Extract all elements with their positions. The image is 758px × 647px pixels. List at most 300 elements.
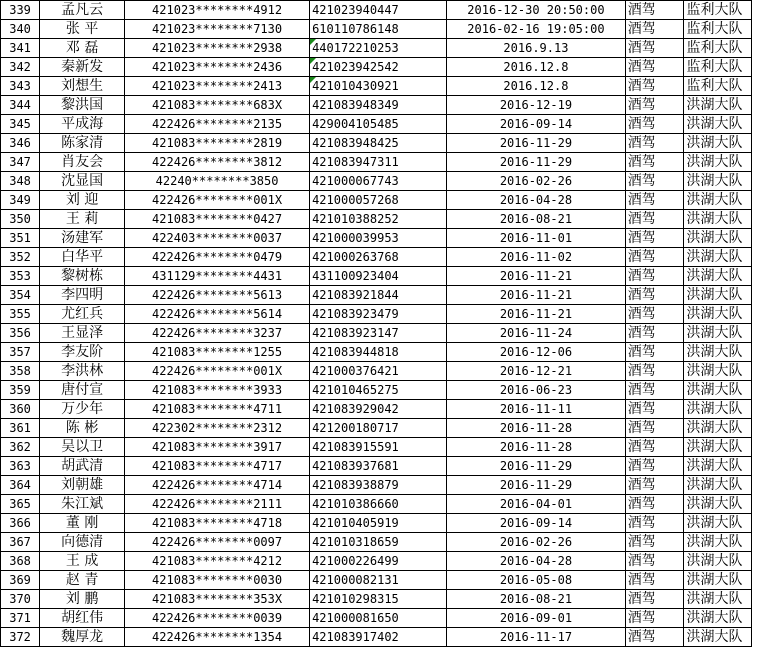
id-number-cell[interactable] [125, 362, 310, 381]
id-number-cell[interactable] [125, 324, 310, 343]
team-cell[interactable] [684, 590, 752, 609]
team-cell[interactable] [684, 248, 752, 267]
team-cell[interactable] [684, 628, 752, 647]
team-cell[interactable] [684, 457, 752, 476]
date-cell-text: 2016-08-21 [499, 212, 573, 226]
violation-type-cell[interactable] [625, 533, 684, 552]
name-cell[interactable] [40, 495, 125, 514]
id-number-cell[interactable] [125, 609, 310, 628]
name-cell-text: 唐付宣 [61, 382, 104, 398]
violation-type-cell[interactable] [625, 172, 684, 191]
date-cell[interactable] [447, 267, 625, 286]
violation-type-cell-text: 酒驾 [627, 40, 656, 56]
row-number-cell[interactable] [1, 210, 40, 229]
license-number-cell[interactable] [310, 210, 447, 229]
license-number-cell-text: 421010318659 [312, 535, 399, 549]
violation-type-cell-text: 酒驾 [627, 154, 656, 170]
row-number-cell[interactable] [1, 628, 40, 647]
name-cell-text: 黎洪国 [61, 97, 104, 113]
row-number-cell-text: 358 [9, 364, 31, 378]
name-cell[interactable] [40, 571, 125, 590]
violation-type-cell[interactable] [625, 77, 684, 96]
violation-type-cell[interactable] [625, 286, 684, 305]
team-cell[interactable] [684, 552, 752, 571]
license-number-cell[interactable] [310, 248, 447, 267]
team-cell[interactable] [684, 153, 752, 172]
license-number-cell-text: 421083921844 [312, 288, 399, 302]
team-cell[interactable] [684, 1, 752, 20]
id-number-cell[interactable] [125, 153, 310, 172]
team-cell[interactable] [684, 267, 752, 286]
row-number-cell[interactable] [1, 153, 40, 172]
row-number-cell[interactable] [1, 58, 40, 77]
violation-type-cell[interactable] [625, 229, 684, 248]
license-number-cell[interactable] [310, 77, 447, 96]
date-cell[interactable] [447, 552, 625, 571]
date-cell[interactable] [447, 229, 625, 248]
team-cell[interactable] [684, 172, 752, 191]
row-number-cell[interactable] [1, 248, 40, 267]
id-number-cell-text: 421023********7130 [152, 22, 283, 36]
license-number-cell[interactable] [310, 533, 447, 552]
license-number-cell-text: 421000081650 [312, 611, 399, 625]
violation-type-cell[interactable] [625, 381, 684, 400]
row-number-cell[interactable] [1, 267, 40, 286]
id-number-cell-text: 421083********4711 [152, 402, 283, 416]
id-number-cell[interactable] [125, 571, 310, 590]
name-cell[interactable] [40, 134, 125, 153]
team-cell[interactable] [684, 400, 752, 419]
date-cell[interactable] [447, 362, 625, 381]
license-number-cell[interactable] [310, 457, 447, 476]
name-cell-text: 李洪林 [61, 363, 104, 379]
date-cell[interactable] [447, 134, 625, 153]
team-cell[interactable] [684, 229, 752, 248]
team-cell[interactable] [684, 39, 752, 58]
row-number-cell[interactable] [1, 590, 40, 609]
id-number-cell[interactable] [125, 495, 310, 514]
violation-type-cell[interactable] [625, 115, 684, 134]
license-number-cell[interactable] [310, 419, 447, 438]
license-number-cell[interactable] [310, 590, 447, 609]
license-number-cell-text: 421083915591 [312, 440, 399, 454]
license-number-cell[interactable] [310, 267, 447, 286]
violation-type-cell[interactable] [625, 571, 684, 590]
violation-type-cell[interactable] [625, 210, 684, 229]
row-number-cell[interactable] [1, 305, 40, 324]
violation-type-cell-text: 酒驾 [627, 382, 656, 398]
id-number-cell[interactable] [125, 96, 310, 115]
name-cell[interactable] [40, 514, 125, 533]
id-number-cell[interactable] [125, 115, 310, 134]
team-cell[interactable] [684, 115, 752, 134]
team-cell[interactable] [684, 419, 752, 438]
id-number-cell[interactable] [125, 476, 310, 495]
violation-type-cell-text: 酒驾 [627, 515, 656, 531]
id-number-cell[interactable] [125, 381, 310, 400]
date-cell[interactable] [447, 419, 625, 438]
name-cell[interactable] [40, 267, 125, 286]
name-cell[interactable] [40, 362, 125, 381]
violation-type-cell[interactable] [625, 552, 684, 571]
row-number-cell[interactable] [1, 343, 40, 362]
license-number-cell-text: 421023940447 [312, 3, 399, 17]
team-cell-text: 监利大队 [686, 40, 743, 56]
name-cell[interactable] [40, 609, 125, 628]
license-number-cell[interactable] [310, 571, 447, 590]
team-cell[interactable] [684, 58, 752, 77]
license-number-cell[interactable] [310, 39, 447, 58]
row-number-cell[interactable] [1, 571, 40, 590]
license-number-cell[interactable] [310, 362, 447, 381]
license-number-cell[interactable] [310, 400, 447, 419]
license-number-cell[interactable] [310, 476, 447, 495]
table-row [1, 552, 752, 571]
row-number-cell[interactable] [1, 495, 40, 514]
date-cell[interactable] [447, 1, 625, 20]
row-number-cell[interactable] [1, 533, 40, 552]
date-cell[interactable] [447, 305, 625, 324]
id-number-cell[interactable] [125, 20, 310, 39]
name-cell[interactable] [40, 381, 125, 400]
id-number-cell[interactable] [125, 533, 310, 552]
date-cell-text: 2016-12-21 [499, 364, 573, 378]
row-number-cell-text: 343 [9, 79, 31, 93]
row-number-cell-text: 357 [9, 345, 31, 359]
team-cell[interactable] [684, 305, 752, 324]
violation-type-cell[interactable] [625, 495, 684, 514]
row-number-cell[interactable] [1, 476, 40, 495]
id-number-cell[interactable] [125, 419, 310, 438]
id-number-cell[interactable] [125, 210, 310, 229]
name-cell[interactable] [40, 476, 125, 495]
name-cell[interactable] [40, 324, 125, 343]
date-cell[interactable] [447, 324, 625, 343]
row-number-cell[interactable] [1, 324, 40, 343]
name-cell[interactable] [40, 400, 125, 419]
violation-type-cell-text: 酒驾 [627, 534, 656, 550]
date-cell[interactable] [447, 457, 625, 476]
name-cell[interactable] [40, 20, 125, 39]
id-number-cell[interactable] [125, 1, 310, 20]
team-cell[interactable] [684, 533, 752, 552]
name-cell-text: 刘 迎 [65, 192, 99, 208]
license-number-cell[interactable] [310, 58, 447, 77]
violation-type-cell-text: 酒驾 [627, 135, 656, 151]
violation-type-cell[interactable] [625, 153, 684, 172]
date-cell[interactable] [447, 286, 625, 305]
name-cell[interactable] [40, 305, 125, 324]
name-cell-text: 肖友会 [61, 154, 104, 170]
license-number-cell[interactable] [310, 115, 447, 134]
team-cell[interactable] [684, 438, 752, 457]
license-number-cell-text: 421083917402 [312, 630, 399, 644]
team-cell[interactable] [684, 210, 752, 229]
id-number-cell[interactable] [125, 400, 310, 419]
id-number-cell[interactable] [125, 457, 310, 476]
date-cell[interactable] [447, 77, 625, 96]
name-cell[interactable] [40, 457, 125, 476]
name-cell[interactable] [40, 172, 125, 191]
row-number-cell-text: 354 [9, 288, 31, 302]
id-number-cell[interactable] [125, 191, 310, 210]
license-number-cell[interactable] [310, 286, 447, 305]
row-number-cell[interactable] [1, 381, 40, 400]
date-cell[interactable] [447, 514, 625, 533]
row-number-cell[interactable] [1, 400, 40, 419]
row-number-cell[interactable] [1, 609, 40, 628]
date-cell-text: 2016-12-19 [499, 98, 573, 112]
violation-type-cell[interactable] [625, 267, 684, 286]
id-number-cell[interactable] [125, 229, 310, 248]
violation-type-cell[interactable] [625, 39, 684, 58]
name-cell[interactable] [40, 153, 125, 172]
date-cell[interactable] [447, 533, 625, 552]
team-cell[interactable] [684, 609, 752, 628]
team-cell-text: 洪湖大队 [686, 591, 743, 607]
name-cell[interactable] [40, 590, 125, 609]
name-cell[interactable] [40, 210, 125, 229]
license-number-cell[interactable] [310, 609, 447, 628]
row-number-cell[interactable] [1, 77, 40, 96]
license-number-cell[interactable] [310, 438, 447, 457]
row-number-cell[interactable] [1, 457, 40, 476]
team-cell[interactable] [684, 514, 752, 533]
date-cell-text: 2016-12-06 [499, 345, 573, 359]
row-number-cell[interactable] [1, 362, 40, 381]
license-number-cell[interactable] [310, 552, 447, 571]
license-number-cell[interactable] [310, 20, 447, 39]
license-number-cell-text: 421083923479 [312, 307, 399, 321]
row-number-cell[interactable] [1, 514, 40, 533]
team-cell[interactable] [684, 495, 752, 514]
violation-type-cell[interactable] [625, 457, 684, 476]
row-number-cell[interactable] [1, 286, 40, 305]
row-number-cell[interactable] [1, 20, 40, 39]
id-number-cell[interactable] [125, 286, 310, 305]
row-number-cell[interactable] [1, 1, 40, 20]
id-number-cell[interactable] [125, 248, 310, 267]
license-number-cell[interactable] [310, 1, 447, 20]
license-number-cell[interactable] [310, 628, 447, 647]
violation-type-cell[interactable] [625, 305, 684, 324]
violation-type-cell[interactable] [625, 343, 684, 362]
name-cell-text: 王 成 [65, 553, 99, 569]
name-cell[interactable] [40, 248, 125, 267]
license-number-cell[interactable] [310, 324, 447, 343]
id-number-cell[interactable] [125, 58, 310, 77]
license-number-cell[interactable] [310, 514, 447, 533]
violation-type-cell[interactable] [625, 609, 684, 628]
row-number-cell[interactable] [1, 229, 40, 248]
violation-type-cell[interactable] [625, 438, 684, 457]
name-cell[interactable] [40, 191, 125, 210]
name-cell-text: 邓 磊 [65, 40, 99, 56]
row-number-cell-text: 364 [9, 478, 31, 492]
id-number-cell[interactable] [125, 343, 310, 362]
violation-type-cell[interactable] [625, 58, 684, 77]
license-number-cell[interactable] [310, 343, 447, 362]
violation-type-cell[interactable] [625, 476, 684, 495]
row-number-cell[interactable] [1, 96, 40, 115]
team-cell[interactable] [684, 20, 752, 39]
date-cell-text: 2016-11-29 [499, 478, 573, 492]
name-cell-text: 向德清 [61, 534, 104, 550]
license-number-cell[interactable] [310, 495, 447, 514]
name-cell[interactable] [40, 229, 125, 248]
violation-type-cell[interactable] [625, 590, 684, 609]
row-number-cell[interactable] [1, 134, 40, 153]
id-number-cell-text: 421023********2413 [152, 79, 283, 93]
violation-type-cell-text: 酒驾 [627, 173, 656, 189]
name-cell[interactable] [40, 1, 125, 20]
id-number-cell[interactable] [125, 514, 310, 533]
date-cell[interactable] [447, 628, 625, 647]
license-number-cell[interactable] [310, 191, 447, 210]
team-cell[interactable] [684, 476, 752, 495]
license-number-cell-text: 421010388252 [312, 212, 399, 226]
violation-type-cell[interactable] [625, 419, 684, 438]
id-number-cell[interactable] [125, 438, 310, 457]
row-number-cell[interactable] [1, 419, 40, 438]
date-cell[interactable] [447, 343, 625, 362]
id-number-cell[interactable] [125, 172, 310, 191]
row-number-cell-text: 342 [9, 60, 31, 74]
violation-type-cell[interactable] [625, 248, 684, 267]
name-cell[interactable] [40, 115, 125, 134]
license-number-cell[interactable] [310, 305, 447, 324]
date-cell[interactable] [447, 96, 625, 115]
table-row [1, 96, 752, 115]
team-cell-text: 洪湖大队 [686, 420, 743, 436]
date-cell[interactable] [447, 476, 625, 495]
violation-type-cell[interactable] [625, 96, 684, 115]
id-number-cell-text: 422426********2111 [152, 497, 283, 511]
violation-type-cell[interactable] [625, 191, 684, 210]
license-number-cell[interactable] [310, 153, 447, 172]
violation-type-cell[interactable] [625, 514, 684, 533]
date-cell[interactable] [447, 191, 625, 210]
violation-type-cell[interactable] [625, 1, 684, 20]
name-cell[interactable] [40, 58, 125, 77]
row-number-cell[interactable] [1, 438, 40, 457]
id-number-cell-text: 422426********0479 [152, 250, 283, 264]
id-number-cell[interactable] [125, 552, 310, 571]
id-number-cell-text: 421023********2436 [152, 60, 283, 74]
date-cell[interactable] [447, 58, 625, 77]
name-cell[interactable] [40, 96, 125, 115]
violation-type-cell[interactable] [625, 400, 684, 419]
id-number-cell[interactable] [125, 305, 310, 324]
team-cell[interactable] [684, 96, 752, 115]
name-cell-text: 张 平 [65, 21, 99, 37]
team-cell[interactable] [684, 191, 752, 210]
date-cell[interactable] [447, 153, 625, 172]
date-cell[interactable] [447, 172, 625, 191]
id-number-cell[interactable] [125, 39, 310, 58]
date-cell-text: 2016-11-21 [499, 269, 573, 283]
row-number-cell-text: 366 [9, 516, 31, 530]
row-number-cell[interactable] [1, 39, 40, 58]
team-cell[interactable] [684, 134, 752, 153]
date-cell[interactable] [447, 400, 625, 419]
id-number-cell[interactable] [125, 77, 310, 96]
violation-type-cell[interactable] [625, 134, 684, 153]
row-number-cell-text: 340 [9, 22, 31, 36]
row-number-cell[interactable] [1, 172, 40, 191]
name-cell[interactable] [40, 77, 125, 96]
date-cell[interactable] [447, 438, 625, 457]
name-cell[interactable] [40, 628, 125, 647]
name-cell[interactable] [40, 533, 125, 552]
name-cell[interactable] [40, 438, 125, 457]
row-number-cell[interactable] [1, 115, 40, 134]
id-number-cell-text: 421083********683X [152, 98, 283, 112]
date-cell[interactable] [447, 39, 625, 58]
id-number-cell[interactable] [125, 134, 310, 153]
row-number-cell[interactable] [1, 552, 40, 571]
violation-type-cell[interactable] [625, 324, 684, 343]
name-cell-text: 李友阶 [61, 344, 104, 360]
name-cell-text: 王 莉 [65, 211, 99, 227]
id-number-cell[interactable] [125, 628, 310, 647]
date-cell[interactable] [447, 248, 625, 267]
license-number-cell-text: 421023942542 [312, 60, 399, 74]
team-cell-text: 洪湖大队 [686, 306, 743, 322]
violation-type-cell[interactable] [625, 628, 684, 647]
date-cell[interactable] [447, 495, 625, 514]
name-cell[interactable] [40, 552, 125, 571]
table-body [1, 1, 752, 647]
team-cell[interactable] [684, 286, 752, 305]
team-cell[interactable] [684, 362, 752, 381]
date-cell[interactable] [447, 571, 625, 590]
license-number-cell[interactable] [310, 134, 447, 153]
license-number-cell[interactable] [310, 381, 447, 400]
date-cell[interactable] [447, 210, 625, 229]
name-cell[interactable] [40, 343, 125, 362]
license-number-cell-text: 421083937681 [312, 459, 399, 473]
team-cell[interactable] [684, 77, 752, 96]
table-row [1, 134, 752, 153]
violation-type-cell[interactable] [625, 20, 684, 39]
license-number-cell[interactable] [310, 172, 447, 191]
date-cell[interactable] [447, 590, 625, 609]
date-cell[interactable] [447, 381, 625, 400]
table-row [1, 400, 752, 419]
id-number-cell[interactable] [125, 590, 310, 609]
team-cell[interactable] [684, 324, 752, 343]
license-number-cell[interactable] [310, 229, 447, 248]
id-number-cell-text: 421023********2938 [152, 41, 283, 55]
name-cell-text: 刘 鹏 [65, 591, 99, 607]
team-cell[interactable] [684, 381, 752, 400]
date-cell[interactable] [447, 609, 625, 628]
team-cell-text: 洪湖大队 [686, 534, 743, 550]
license-number-cell[interactable] [310, 96, 447, 115]
name-cell[interactable] [40, 39, 125, 58]
date-cell[interactable] [447, 115, 625, 134]
name-cell[interactable] [40, 286, 125, 305]
row-number-cell[interactable] [1, 191, 40, 210]
date-cell[interactable] [447, 20, 625, 39]
team-cell[interactable] [684, 343, 752, 362]
id-number-cell[interactable] [125, 267, 310, 286]
team-cell[interactable] [684, 571, 752, 590]
name-cell[interactable] [40, 419, 125, 438]
violation-type-cell-text: 酒驾 [627, 249, 656, 265]
violation-type-cell[interactable] [625, 362, 684, 381]
